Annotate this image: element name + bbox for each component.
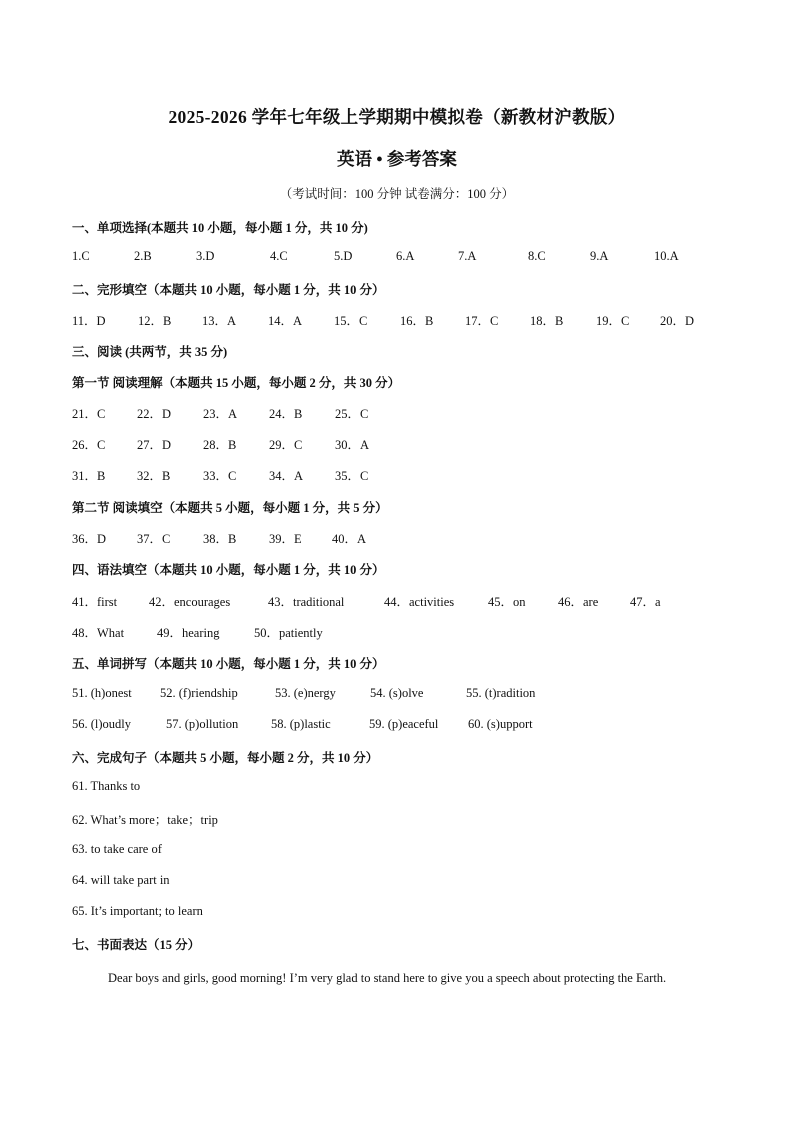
answer-item: 24．B: [269, 407, 303, 421]
answer-item: 47．a: [630, 595, 661, 609]
answer-item: 53. (e)nergy: [275, 686, 336, 700]
answer-item: 39．E: [269, 532, 302, 546]
section-5-heading: 五、单词拼写（本题共 10 小题，每小题 1 分，共 10 分）: [72, 657, 385, 671]
section-5-answers-row-1: [72, 686, 732, 704]
section-7-heading: 七、书面表达（15 分）: [72, 938, 201, 952]
answer-item: 42．encourages: [149, 595, 231, 609]
answer-item: 17．C: [465, 314, 499, 328]
answer-item: 44．activities: [384, 595, 455, 609]
section-3-answers-row-1: [72, 404, 732, 422]
answer-item: 35．C: [335, 469, 369, 483]
answer-item: 57. (p)ollution: [166, 717, 239, 731]
answer-item: 25．C: [335, 407, 369, 421]
section-4-heading: 四、语法填空（本题共 10 小题，每小题 1 分，共 10 分）: [72, 563, 385, 577]
answer-item: 7.A: [458, 249, 477, 263]
answer-item: 22．D: [137, 407, 172, 421]
answer-item: 15．C: [334, 314, 368, 328]
answer-item: 27．D: [137, 438, 172, 452]
answer-item: 20．D: [660, 314, 695, 328]
answer-item: 21．C: [72, 407, 106, 421]
answer-item: 10.A: [654, 249, 679, 263]
answer-item: 13．A: [202, 314, 237, 328]
answer-item: 9.A: [590, 249, 609, 263]
section-5-answers-row-2: [72, 717, 732, 735]
section-3-heading: 三、阅读 (共两节，共 35 分): [72, 345, 228, 359]
answer-item: 45．on: [488, 595, 526, 609]
section-6-heading: 六、完成句子（本题共 5 小题，每小题 2 分，共 10 分）: [72, 751, 379, 765]
answer-item: 56. (l)oudly: [72, 717, 132, 731]
answer-item: 59. (p)eaceful: [369, 717, 439, 731]
sentence-answer: 63. to take care of: [72, 842, 162, 856]
answer-item: 26．C: [72, 438, 106, 452]
answer-item: 23．A: [203, 407, 238, 421]
answer-item: 32．B: [137, 469, 171, 483]
answer-item: 36．D: [72, 532, 107, 546]
answer-item: 16．B: [400, 314, 434, 328]
answer-item: 5.D: [334, 249, 353, 263]
answer-item: 31．B: [72, 469, 106, 483]
section-1-answers: [72, 249, 732, 267]
section-3-answers-row-4: [72, 529, 732, 547]
answer-item: 37．C: [137, 532, 171, 546]
answer-item: 33．C: [203, 469, 237, 483]
section-2-answers: [72, 311, 732, 329]
answer-item: 58. (p)lastic: [271, 717, 331, 731]
sample-essay-paragraph: Dear boys and girls, good morning! I’m very glad to stand here to give you a speech about protecting the Earth.: [108, 971, 667, 985]
section-1-heading: 一、单项选择(本题共 10 小题，每小题 1 分，共 10 分): [72, 221, 368, 235]
section-3-part-1-heading: 第一节 阅读理解（本题共 15 小题，每小题 2 分，共 30 分）: [72, 376, 401, 390]
answer-item: 60. (s)upport: [468, 717, 533, 731]
answer-item: 49．hearing: [157, 626, 220, 640]
page-title: 2025-2026 学年七年级上学期期中模拟卷（新教材沪教版）: [168, 107, 626, 127]
answer-item: 54. (s)olve: [370, 686, 424, 700]
answer-item: 51. (h)onest: [72, 686, 132, 700]
answer-item: 30．A: [335, 438, 370, 452]
answer-item: 38．B: [203, 532, 237, 546]
section-2-heading: 二、完形填空（本题共 10 小题，每小题 1 分，共 10 分）: [72, 283, 385, 297]
answer-item: 12．B: [138, 314, 172, 328]
answer-item: 55. (t)radition: [466, 686, 536, 700]
section-3-answers-row-2: [72, 435, 732, 453]
answer-item: 4.C: [270, 249, 288, 263]
answer-item: 14．A: [268, 314, 303, 328]
sentence-answer: 61. Thanks to: [72, 779, 141, 793]
sentence-answer: 62. What’s more；take；trip: [72, 813, 218, 827]
sentence-answer: 64. will take part in: [72, 873, 170, 887]
sentence-answer: 65. It’s important; to learn: [72, 904, 203, 918]
answer-item: 18．B: [530, 314, 564, 328]
section-4-answers-row-1: [72, 592, 732, 610]
answer-item: 6.A: [396, 249, 415, 263]
answer-item: 11．D: [72, 314, 106, 328]
section-4-answers-row-2: [72, 623, 732, 641]
answer-item: 40．A: [332, 532, 367, 546]
answer-item: 34．A: [269, 469, 304, 483]
answer-item: 2.B: [134, 249, 152, 263]
section-3-part-2-heading: 第二节 阅读填空（本题共 5 小题，每小题 1 分，共 5 分）: [72, 501, 388, 515]
answer-item: 48．What: [72, 626, 125, 640]
answer-item: 8.C: [528, 249, 546, 263]
answer-item: 50．patiently: [254, 626, 323, 640]
answer-item: 41．first: [72, 595, 118, 609]
answer-item: 43．traditional: [268, 595, 345, 609]
page-subtitle: 英语 • 参考答案: [337, 149, 457, 169]
exam-meta: （考试时间：100 分钟 试卷满分：100 分）: [279, 187, 515, 201]
answer-item: 1.C: [72, 249, 90, 263]
answer-item: 3.D: [196, 249, 215, 263]
answer-item: 19．C: [596, 314, 630, 328]
answer-item: 46．are: [558, 595, 599, 609]
answer-item: 29．C: [269, 438, 303, 452]
answer-item: 28．B: [203, 438, 237, 452]
answer-item: 52. (f)riendship: [160, 686, 238, 700]
section-3-answers-row-3: [72, 466, 732, 484]
